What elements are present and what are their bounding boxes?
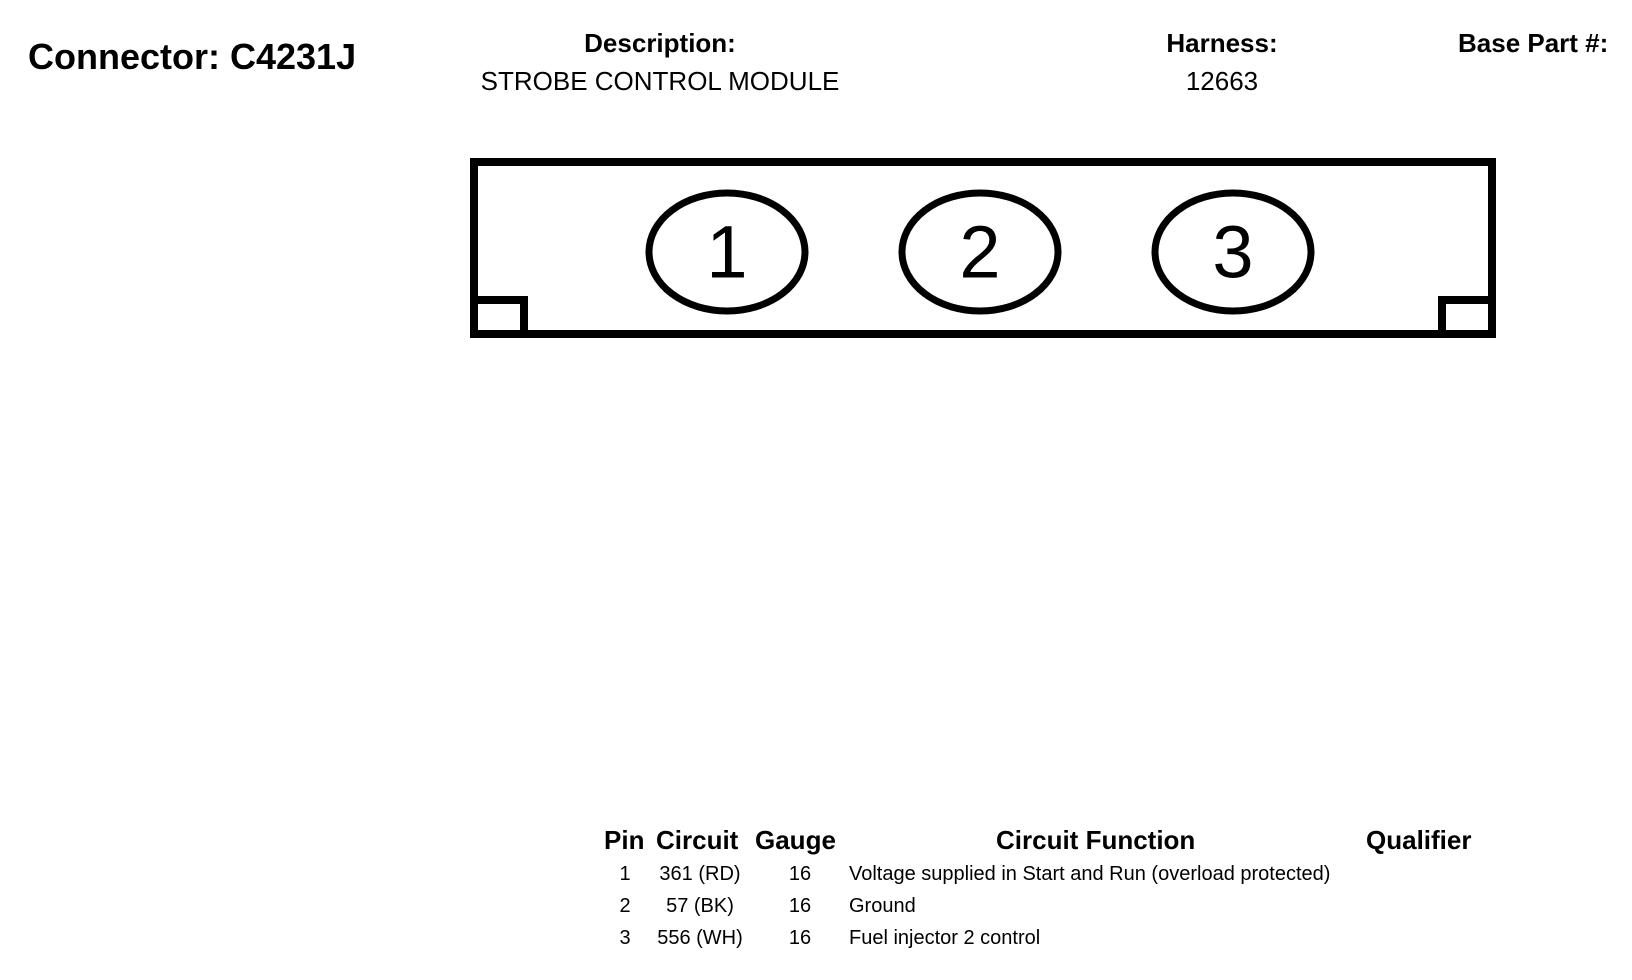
base-part-label: Base Part #: xyxy=(1458,28,1609,58)
pin-cavity-3 xyxy=(1155,193,1311,311)
cell-pin: 3 xyxy=(619,927,631,949)
cell-pin: 2 xyxy=(619,895,631,917)
cell-function: Voltage supplied in Start and Run (overload protected) xyxy=(849,863,1331,885)
right-key-tab xyxy=(1442,300,1492,334)
cell-circuit: 57 (BK) xyxy=(666,895,734,917)
pin-cavity-1 xyxy=(649,193,805,311)
connector-title: Connector: C4231J xyxy=(28,36,357,77)
left-key-tab xyxy=(474,300,524,334)
col-header-pin: Pin xyxy=(604,825,645,855)
cell-function: Fuel injector 2 control xyxy=(849,927,1041,949)
pin-cavity-2 xyxy=(902,193,1058,311)
cell-circuit: 556 (WH) xyxy=(657,927,743,949)
col-header-circuit: Circuit xyxy=(656,825,739,855)
connector-face-diagram xyxy=(462,154,1502,344)
harness-label: Harness: xyxy=(1166,28,1278,58)
cell-circuit: 361 (RD) xyxy=(659,863,741,885)
pin-label-3: 3 xyxy=(1212,210,1254,294)
harness-value: 12663 xyxy=(1185,66,1259,96)
description-value: STROBE CONTROL MODULE xyxy=(480,66,840,96)
pin-label-2: 2 xyxy=(959,210,1001,294)
description-label: Description: xyxy=(584,28,736,58)
cell-pin: 1 xyxy=(619,863,631,885)
col-header-qualifier: Qualifier xyxy=(1366,825,1472,855)
cell-gauge: 16 xyxy=(788,895,812,917)
pin-label-1: 1 xyxy=(706,210,748,294)
col-header-function: Circuit Function xyxy=(996,825,1196,855)
col-header-gauge: Gauge xyxy=(755,825,836,855)
cell-gauge: 16 xyxy=(788,927,812,949)
cell-function: Ground xyxy=(849,895,916,917)
cell-gauge: 16 xyxy=(788,863,812,885)
